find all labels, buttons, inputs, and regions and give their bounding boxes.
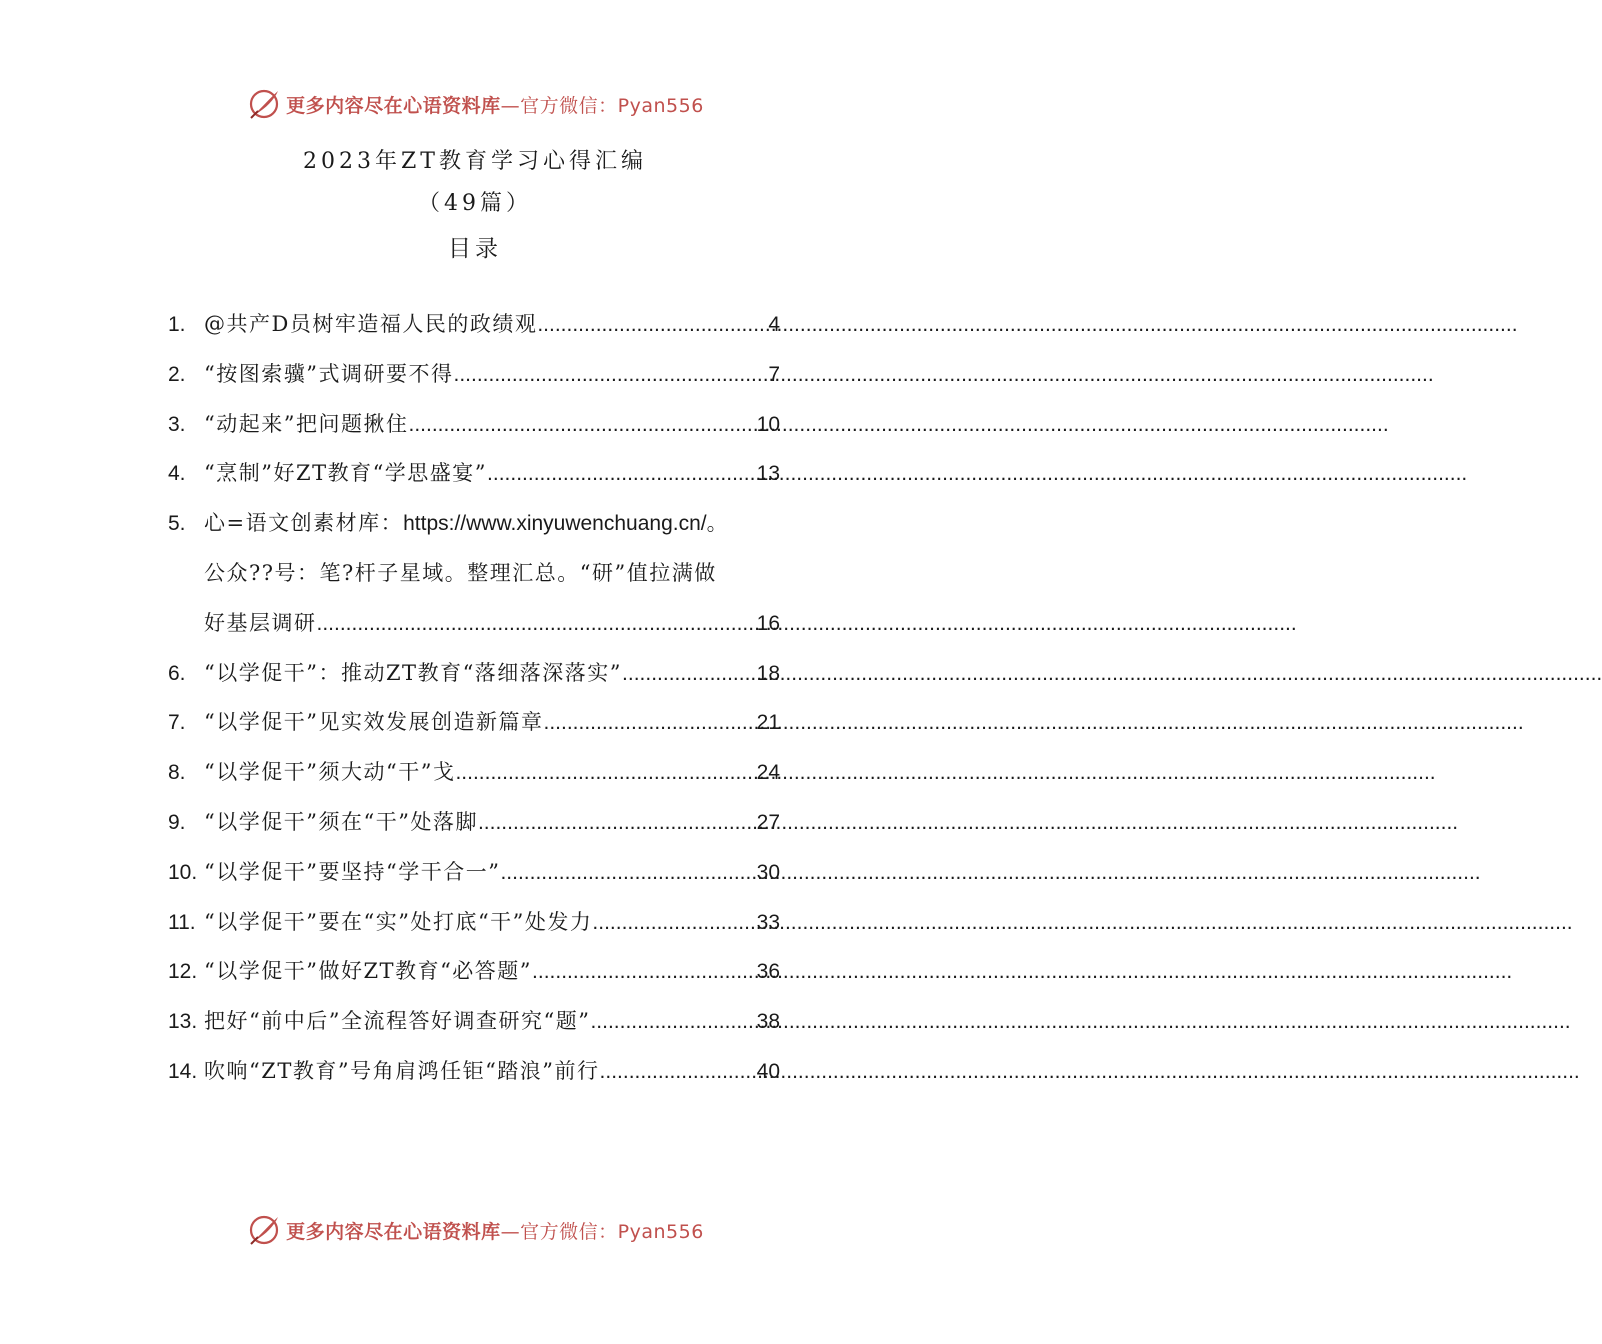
toc-item-page: 10 [756, 412, 780, 436]
toc-item-page: 30 [756, 860, 780, 884]
toc-leader-dots [590, 997, 756, 1047]
toc-leader-dots [537, 300, 768, 350]
toc-item-number: 5. [168, 512, 186, 536]
toc-item[interactable] [168, 400, 780, 450]
toc-leader-dots [453, 350, 768, 400]
toc-item-title: “以学促干”须在“干”处落脚 [204, 809, 478, 834]
header-banner [0, 82, 950, 126]
toc-item-number: 9. [168, 810, 186, 834]
toc-leader-dots [455, 748, 756, 798]
toc-leader-dots [600, 1047, 757, 1097]
toc-heading: 目录 [448, 236, 502, 262]
toc-item-title: 把好“前中后”全流程答好调查研究“题” [204, 1009, 591, 1034]
toc-item-title: “以学促干”见实效发展创造新篇章 [204, 710, 544, 735]
toc-leader-dots [500, 848, 756, 898]
toc-leader-dots [478, 798, 757, 848]
toc-item-title: “按图索骥”式调研要不得 [204, 361, 454, 386]
toc-item-number: 8. [168, 761, 186, 785]
toc-item-number: 1. [168, 313, 186, 336]
toc-leader-dots [317, 599, 757, 649]
toc-item[interactable] [168, 898, 780, 948]
toc-item[interactable] [168, 1047, 780, 1097]
toc-item-number: 10. [168, 860, 198, 884]
toc-item-title: “以学促干”须大动“干”戈 [204, 760, 456, 785]
toc-item-page: 18 [756, 661, 780, 685]
document-subtitle: （49篇） [418, 191, 532, 216]
toc-leader-dots [543, 698, 756, 748]
toc-item-title-part: 心=语文创素材库：https://www.xinyuwenchuang.cn/。 [204, 511, 730, 536]
toc-item-title: “以学促干”做好ZT教育“必答题” [204, 959, 533, 984]
toc-item[interactable] [168, 748, 780, 798]
toc-leader-dots [487, 449, 757, 499]
toc-item-number: 14. [168, 1059, 198, 1083]
toc-item[interactable] [168, 698, 780, 748]
toc-item-page: 13 [756, 462, 780, 486]
toc-item-title: “烹制”好ZT教育“学思盛宴” [204, 461, 488, 486]
toc-item-number: 6. [168, 661, 186, 685]
quill-pen-logo-icon [246, 1212, 282, 1248]
quill-pen-logo-icon [246, 86, 282, 122]
toc-item[interactable] [168, 848, 780, 898]
document-title: 2023年ZT教育学习心得汇编 [303, 149, 647, 174]
toc-item-multiline-line3[interactable] [168, 599, 780, 649]
toc-item-page: 38 [756, 1010, 780, 1034]
toc-item-title: “以学促干”：推动ZT教育“落细落深落实” [204, 660, 623, 685]
toc-item[interactable] [168, 300, 780, 350]
toc-item[interactable] [168, 350, 780, 400]
toc-leader-dots [592, 898, 756, 948]
toc-item-page: 16 [756, 611, 780, 635]
toc-item[interactable] [168, 997, 780, 1047]
toc-item-page: 27 [756, 810, 780, 834]
toc-item-title: @共产D员树牢造福人民的政绩观 [204, 312, 538, 336]
toc-leader-dots [622, 649, 757, 699]
toc-item-title-part: 好基层调研 [204, 610, 317, 635]
toc-item[interactable] [168, 649, 780, 699]
toc-item-number: 7. [168, 711, 186, 735]
banner-text: 更多内容尽在心语资料库—官方微信：Pyan556 [286, 94, 704, 117]
toc-item-number: 11. [168, 910, 196, 934]
toc-leader-dots [532, 947, 757, 997]
toc-item-page: 40 [756, 1059, 780, 1083]
toc-item-number: 3. [168, 412, 186, 436]
toc-item-page: 21 [756, 711, 780, 735]
toc-item[interactable] [168, 449, 780, 499]
toc-item-title: 吹响“ZT教育”号角肩鸿任钜“踏浪”前行 [204, 1058, 600, 1083]
toc-item-number: 4. [168, 462, 186, 486]
table-of-contents [168, 300, 780, 1097]
toc-item-multiline-line1[interactable] [168, 499, 780, 549]
toc-item[interactable] [168, 947, 780, 997]
toc-item[interactable] [168, 798, 780, 848]
toc-item-multiline-line2 [168, 549, 780, 599]
toc-item-number: 13. [168, 1010, 198, 1034]
toc-item-page: 36 [756, 960, 780, 984]
toc-item-title-part: 公众??号：笔?杆子星域。整理汇总。“研”值拉满做 [204, 560, 717, 585]
toc-item-title: “以学促干”要在“实”处打底“干”处发力 [204, 909, 593, 934]
toc-item-title: “以学促干”要坚持“学干合一” [204, 859, 501, 884]
website-link[interactable]: https://www.xinyuwenchuang.cn/ [403, 512, 707, 536]
toc-leader-dots [408, 400, 756, 450]
toc-item-title: “动起来”把问题揪住 [204, 411, 409, 436]
footer-banner [0, 1208, 950, 1252]
banner-text: 更多内容尽在心语资料库—官方微信：Pyan556 [286, 1220, 704, 1243]
toc-item-page: 7 [768, 362, 780, 386]
toc-item-page: 33 [756, 910, 780, 934]
toc-item-number: 12. [168, 960, 198, 984]
toc-item-page: 4 [768, 313, 780, 336]
toc-item-number: 2. [168, 362, 186, 386]
toc-item-page: 24 [756, 761, 780, 785]
